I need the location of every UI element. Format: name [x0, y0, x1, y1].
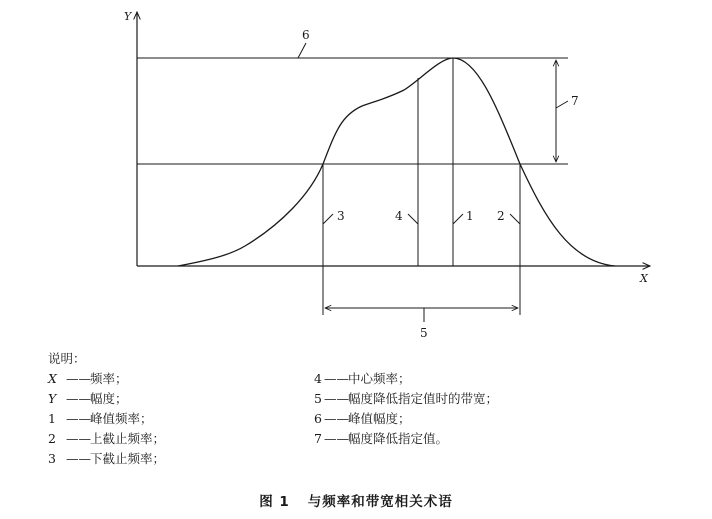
peak-amplitude-leader: [298, 43, 306, 58]
legend-item-x: X ——频率；: [48, 371, 128, 386]
marker-1-label: 1: [466, 209, 474, 223]
marker-2-leader: [510, 214, 520, 224]
legend-item-6: 6 ——峰值幅度；: [314, 411, 411, 426]
figure-caption: [0, 490, 712, 510]
legend-item-7: 7 ——幅度降低指定值。: [314, 431, 449, 446]
figure-number: 图 1: [259, 494, 290, 510]
marker-7-label: 7: [571, 94, 579, 108]
marker-3-leader: [323, 214, 333, 224]
response-curve: [178, 58, 615, 266]
marker-2-label: 2: [497, 209, 505, 223]
marker-4-leader: [408, 214, 418, 224]
legend-item-y: Y ——幅度；: [48, 391, 128, 406]
legend-item-5: 5 ——幅度降低指定值时的带宽；: [314, 391, 499, 406]
y-axis-label: Y: [124, 10, 132, 23]
legend-right-column: [314, 369, 498, 449]
figure-title: 与频率和带宽相关术语: [307, 494, 453, 510]
legend-item-1: 1 ——峰值频率；: [48, 411, 153, 426]
legend-heading: 说明：: [48, 351, 86, 366]
x-axis-label: X: [640, 272, 648, 285]
marker-5-label: 5: [420, 326, 428, 340]
legend-left-column: [48, 369, 165, 469]
marker-6-label: 6: [302, 28, 310, 42]
legend-item-4: 4 ——中心频率；: [314, 371, 411, 386]
legend-item-3: 3 ——下截止频率；: [48, 451, 166, 466]
legend-item-2: 2 ——上截止频率；: [48, 431, 166, 446]
marker-3-label: 3: [337, 209, 345, 223]
marker-1-leader: [453, 214, 463, 224]
marker-4-label: 4: [395, 209, 403, 223]
amplitude-reduction-leader: [556, 101, 568, 108]
